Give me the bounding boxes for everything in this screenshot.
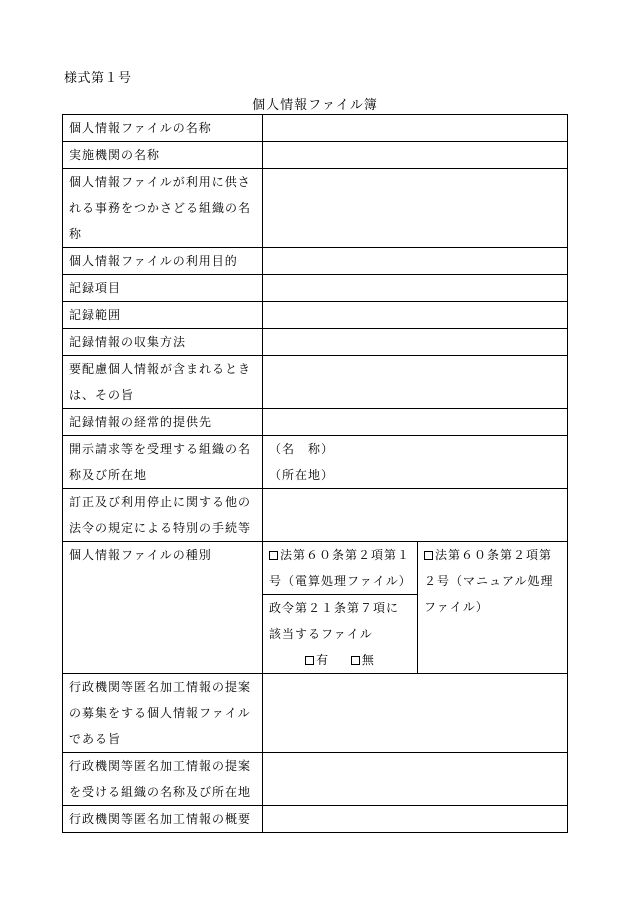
item1-label: 法第６０条第２項第１号（電算処理ファイル） [269, 548, 412, 588]
label-agency-name: 実施機関の名称 [63, 142, 263, 169]
value-anon-solicitation[interactable] [263, 674, 568, 753]
value-org-in-charge[interactable] [263, 169, 568, 248]
value-file-name[interactable] [263, 115, 568, 142]
ordinance-text: 政令第２１条第７項に該当するファイル [269, 601, 400, 641]
label-special-procedures: 訂正及び利用停止に関する他の法令の規定による特別の手続等 [63, 489, 263, 542]
row-sensitive-info [63, 356, 568, 409]
label-sensitive-info: 要配慮個人情報が含まれるときは、その旨 [63, 356, 263, 409]
label-anon-overview: 行政機関等匿名加工情報の概要 [63, 806, 263, 833]
yes-no-options [269, 647, 411, 673]
file-type-item1[interactable] [263, 542, 417, 595]
label-record-items: 記録項目 [63, 275, 263, 302]
form-number: 様式第１号 [64, 71, 132, 86]
value-anon-proposal-org[interactable] [263, 753, 568, 806]
row-agency-name [63, 142, 568, 169]
value-anon-overview[interactable] [263, 806, 568, 833]
value-agency-name[interactable] [263, 142, 568, 169]
label-anon-solicitation: 行政機関等匿名加工情報の提案の募集をする個人情報ファイルである旨 [63, 674, 263, 753]
row-file-type [63, 542, 568, 674]
value-regular-recipients[interactable] [263, 409, 568, 436]
row-collection-method [63, 329, 568, 356]
value-special-procedures[interactable] [263, 489, 568, 542]
label-org-in-charge: 個人情報ファイルが利用に供される事務をつかさどる組織の名称 [63, 169, 263, 248]
value-record-items[interactable] [263, 275, 568, 302]
value-collection-method[interactable] [263, 329, 568, 356]
no-checkbox-icon[interactable] [351, 656, 360, 665]
value-sensitive-info[interactable] [263, 356, 568, 409]
personal-info-file-register-table [62, 114, 568, 833]
row-anon-solicitation [63, 674, 568, 753]
no-label: 無 [361, 653, 375, 667]
value-record-scope[interactable] [263, 302, 568, 329]
disclosure-address-label: （所在地） [269, 468, 335, 482]
row-file-name [63, 115, 568, 142]
label-file-type: 個人情報ファイルの種別 [63, 542, 263, 674]
label-file-name: 個人情報ファイルの名称 [63, 115, 263, 142]
label-anon-proposal-org: 行政機関等匿名加工情報の提案を受ける組織の名称及び所在地 [63, 753, 263, 806]
row-anon-overview [63, 806, 568, 833]
row-org-in-charge [63, 169, 568, 248]
file-type-manual-cell[interactable] [418, 542, 568, 674]
yes-checkbox-icon[interactable] [305, 656, 314, 665]
item1-checkbox-icon[interactable] [269, 551, 278, 560]
yes-label: 有 [316, 653, 330, 667]
row-special-procedures [63, 489, 568, 542]
label-regular-recipients: 記録情報の経常的提供先 [63, 409, 263, 436]
row-disclosure-org [63, 436, 568, 489]
document-title: 個人情報ファイル簿 [252, 98, 378, 113]
label-purpose: 個人情報ファイルの利用目的 [63, 248, 263, 275]
row-anon-proposal-org [63, 753, 568, 806]
label-record-scope: 記録範囲 [63, 302, 263, 329]
file-type-computer-cell [263, 542, 418, 674]
ordinance-block [263, 595, 417, 673]
row-record-scope [63, 302, 568, 329]
row-regular-recipients [63, 409, 568, 436]
item2-label: 法第６０条第２項第２号（マニュアル処理ファイル） [424, 548, 554, 614]
disclosure-name-label: （名 称） [269, 442, 335, 456]
value-disclosure-org[interactable] [263, 436, 568, 489]
label-disclosure-org: 開示請求等を受理する組織の名称及び所在地 [63, 436, 263, 489]
item2-checkbox-icon[interactable] [424, 551, 433, 560]
row-purpose [63, 248, 568, 275]
label-collection-method: 記録情報の収集方法 [63, 329, 263, 356]
value-purpose[interactable] [263, 248, 568, 275]
row-record-items [63, 275, 568, 302]
